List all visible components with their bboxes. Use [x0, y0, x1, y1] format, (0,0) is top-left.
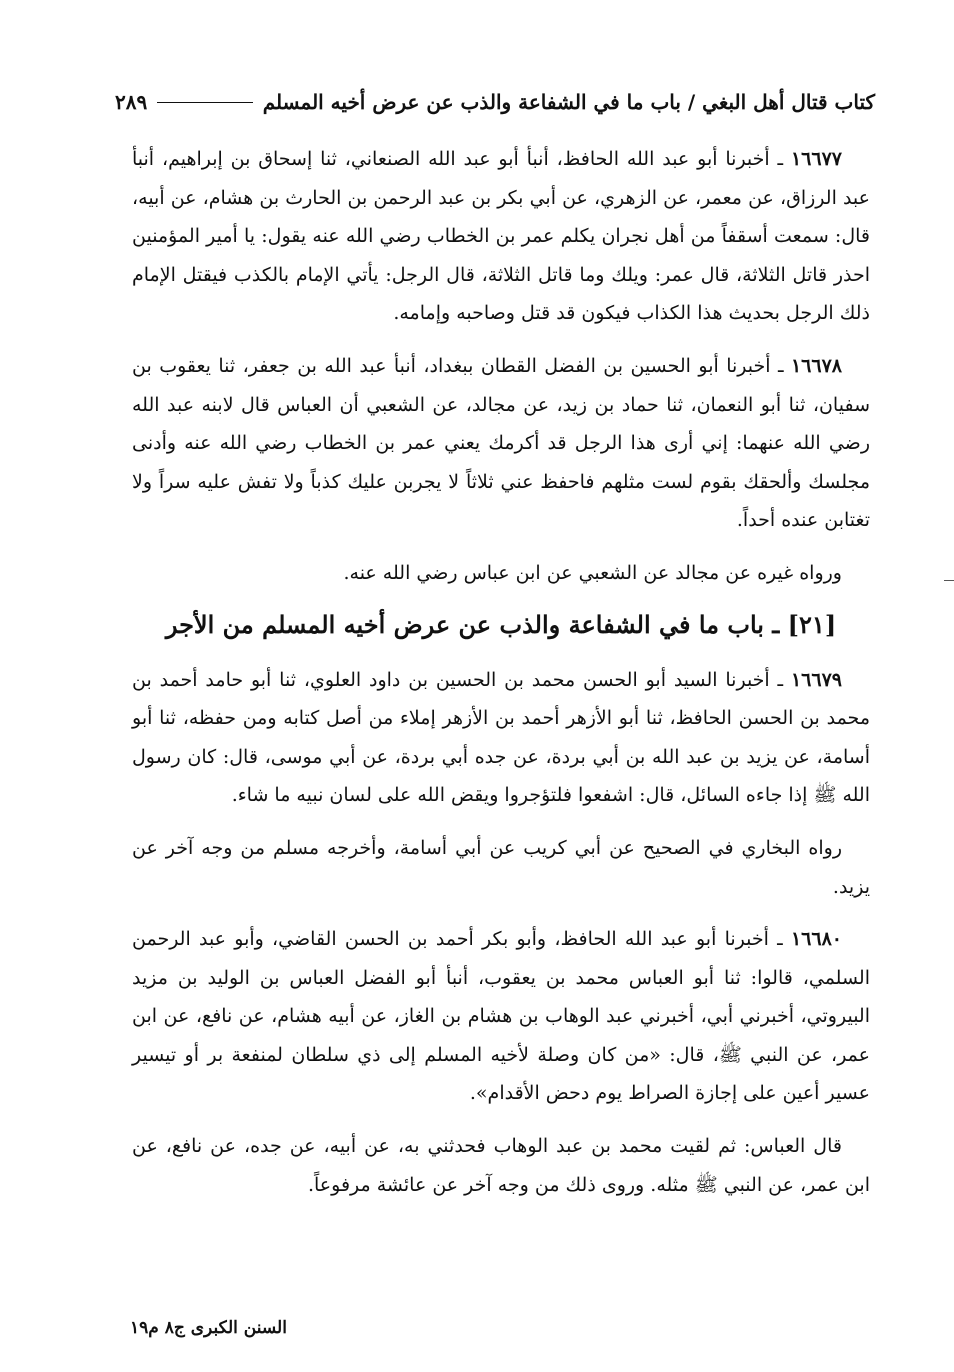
margin-mark	[944, 580, 954, 581]
hadith-number: ١٦٦٨٠	[790, 928, 842, 951]
hadith-number: ١٦٦٧٩	[790, 668, 842, 691]
header-rule	[157, 102, 253, 103]
hadith-number: ١٦٦٧٧	[790, 148, 842, 170]
note-paragraph	[132, 829, 870, 906]
paragraph-text: ـ أخبرنا أبو الحسين بن الفضل القطان ببغداد، أنبأ عبد الله بن جعفر، ثنا يعقوب بن سفيان، ثنا أبو النعمان، ثنا حماد بن زيد، عن مجالد، عن الشعبي أن العباس قال لابنه عبد الله رضي الله عنهما: إني أرى هذا الرجل قد أكرمك يعني عمر بن الخطاب رضي الله عنه وأدنى مجلسك وألحقك بقوم لست مثلهم فاحفظ عني ثلاثاً لا يجربن عليك كذباً ولا تفش عليه سراً ولا تغتابن عنده أحداً.	[132, 354, 870, 532]
hadith-paragraph	[132, 140, 870, 333]
paragraph-text: ـ أخبرنا أبو عبد الله الحافظ، وأبو بكر أحمد بن الحسن القاضي، وأبو عبد الرحمن السلمي، قالوا: ثنا أبو العباس محمد بن يعقوب، أنبأ أبو الفضل العباس بن الوليد بن مزيد البيروتي، أخبرني أبي، أخبرني عبد الوهاب بن هشام بن الغاز، عن أبيه هشام، عن نافع، عن ابن عمر، عن النبي ﷺ، قال: «من كان وصلة لأخيه المسلم إلى ذي سلطان لمنفعة بر أو تيسير عسير أعين على إجازة الصراط يوم دحض الأقدام».	[132, 928, 870, 1105]
page-number: ٢٨٩	[115, 90, 148, 114]
running-header	[115, 82, 875, 122]
note-paragraph	[132, 1127, 870, 1204]
hadith-number: ١٦٦٧٨	[790, 354, 842, 377]
hadith-paragraph	[132, 661, 870, 815]
paragraph-text: قال العباس: ثم لقيت محمد بن عبد الوهاب فحدثني به، عن أبيه، عن جده، عن نافع، عن ابن عمر، عن النبي ﷺ مثله. وروى ذلك من وجه آخر عن عائشة مرفوعاً.	[132, 1135, 870, 1196]
paragraph-text: رواه البخاري في الصحيح عن أبي كريب عن أبي أسامة، وأخرجه مسلم من وجه آخر عن يزيد.	[132, 836, 870, 898]
hadith-paragraph	[132, 347, 870, 540]
note-paragraph	[132, 554, 870, 593]
section-heading: [٢١] ـ باب ما في الشفاعة والذب عن عرض أخيه المسلم من الأجر	[165, 609, 837, 639]
paragraph-text: ورواه غيره عن مجالد عن الشعبي عن ابن عباس رضي الله عنه.	[343, 561, 842, 584]
paragraph-text: ـ أخبرنا أبو عبد الله الحافظ، أنبأ أبو عبد الله الصنعاني، ثنا إسحاق بن إبراهيم، أنبأ عبد الرزاق، عن معمر، عن الزهري، عن أبي بكر بن عبد الرحمن بن الحارث بن هشام، عن أبيه، قال: سمعت أسقفاً من أهل نجران يكلم عمر بن الخطاب رضي الله عنه يقول: يا أمير المؤمنين احذر قاتل الثلاثة، قال عمر: ويلك وما قاتل الثلاثة، قال الرجل: يأتي الإمام بالكذب فيقتل الإمام ذلك الرجل بحديث هذا الكذاب فيكون قد قتل وصاحبه وإمامه.	[132, 148, 870, 325]
paragraph-text: ـ أخبرنا السيد أبو الحسن محمد بن الحسين بن داود العلوي، ثنا أبو حامد أحمد بن محمد بن الحسن الحافظ، ثنا أبو الأزهر أحمد بن الأزهر إملاء من أصل كتابه ومن حفظه، ثنا أبو أسامة، عن يزيد بن عبد الله بن أبي بردة، عن جده أبي بردة، عن أبي موسى، قال: كان رسول الله ﷺ إذا جاءه السائل، قال: اشفعوا فلتؤجروا ويقض الله على لسان نبيه ما شاء.	[132, 668, 870, 807]
signature-mark: السنن الكبرى ج٨ م١٩	[130, 1318, 287, 1338]
running-title: كتاب قتال أهل البغي / باب ما في الشفاعة والذب عن عرض أخيه المسلم	[262, 90, 875, 114]
body-text	[132, 140, 870, 1218]
hadith-paragraph	[132, 920, 870, 1113]
